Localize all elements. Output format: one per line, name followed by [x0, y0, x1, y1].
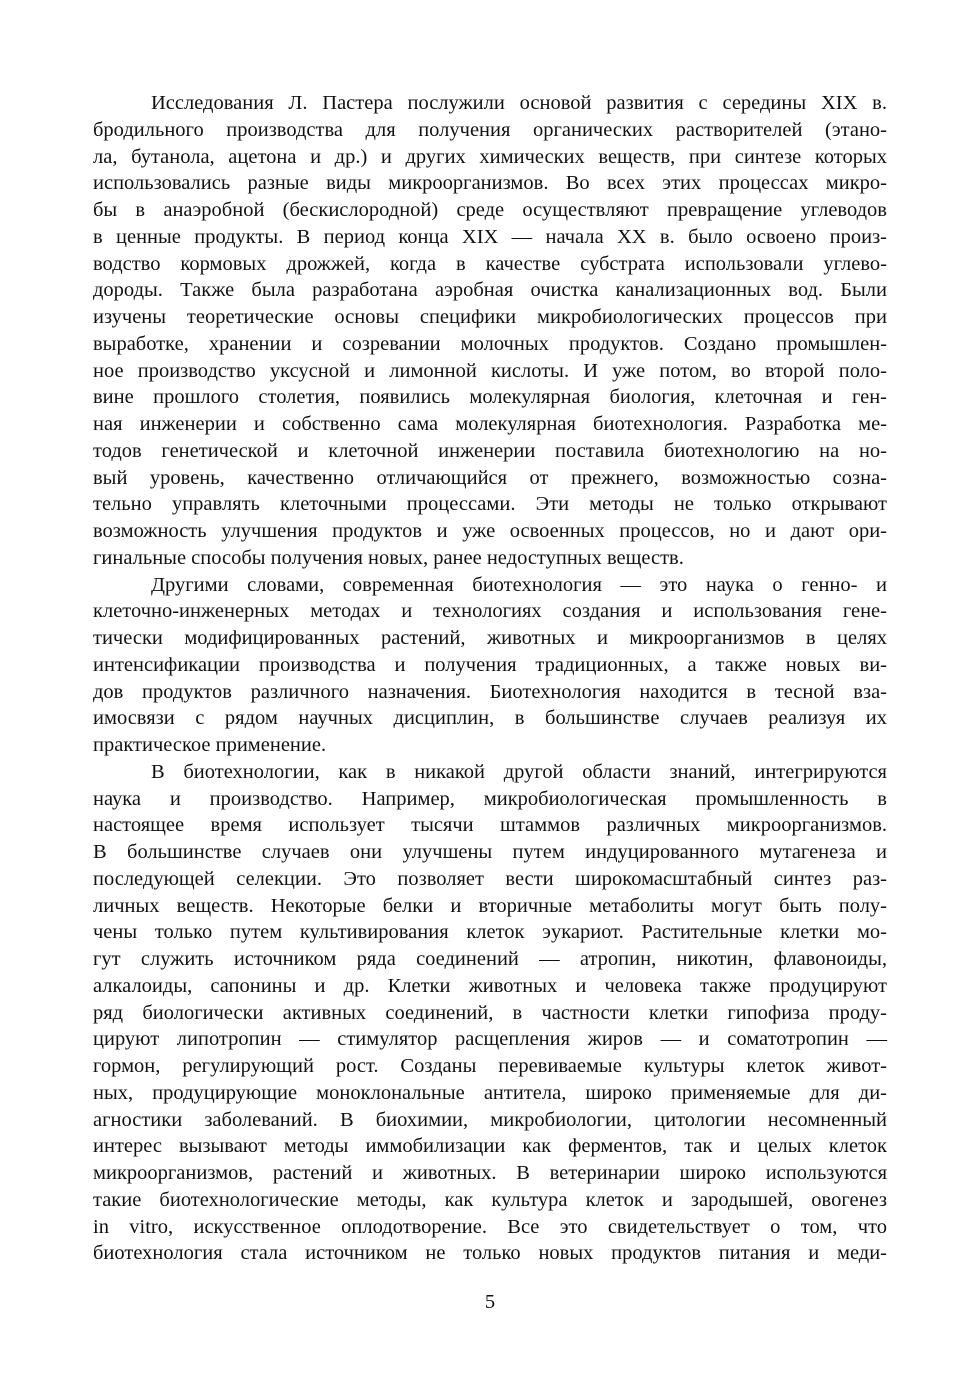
text-line: гут служить источником ряда соединений — атропин, никотин, флавоноиды,	[93, 948, 887, 970]
text-line: настоящее время использует тысячи штаммов различных микроорганизмов.	[93, 814, 887, 837]
text-line: гормон, регулирующий рост. Созданы перевиваемые культуры клеток живот-	[93, 1055, 887, 1077]
text-line: in vitro, искусственное оплодотворение. Все это свидетельствует о том, что	[93, 1215, 887, 1238]
text-line: биотехнология стала источником не только новых продуктов питания и меди-	[93, 1242, 887, 1265]
paragraph	[93, 759, 887, 1267]
text-line: клеточно-инженерных методах и технологиях создания и использования гене-	[93, 600, 887, 623]
text-line: ряд биологически активных соединений, в частности клетки гипофиза проду-	[93, 1001, 887, 1024]
text-line: Другими словами, современная биотехнология — это наука о генно- и	[151, 573, 887, 596]
text-line: тодов генетической и клеточной инженерии поставила биотехнологию на но-	[93, 439, 887, 462]
text-line: агностики заболеваний. В биохимии, микробиологии, цитологии несомненный	[93, 1108, 887, 1131]
text-line: алкалоиды, сапонины и др. Клетки животных и человека также продуцируют	[93, 974, 887, 997]
body-text	[93, 90, 887, 1267]
text-line: тически модифицированных растений, животных и микроорганизмов в целях	[93, 627, 887, 649]
text-line: наука и производство. Например, микробиологическая промышленность в	[93, 787, 887, 810]
text-line: гинальные способы получения новых, ранее недоступных веществ.	[93, 546, 684, 569]
text-line: ла, бутанола, ацетона и др.) и других химических веществ, при синтезе которых	[93, 145, 887, 168]
text-line: личных веществ. Некоторые белки и вторичные метаболиты могут быть полу-	[93, 894, 887, 917]
text-line: изучены теоретические основы специфики микробиологических процессов при	[93, 306, 887, 328]
text-line: чены только путем культивирования клеток эукариот. Растительные клетки мо-	[93, 921, 887, 944]
text-line: выработке, хранении и созревании молочных продуктов. Создано промышлен-	[93, 332, 887, 355]
text-line: водство кормовых дрожжей, когда в качестве субстрата использовали углево-	[93, 252, 887, 275]
text-line: Исследования Л. Пастера послужили основой развития с середины XIX в.	[151, 92, 887, 114]
text-line: ная инженерии и собственно сама молекулярная биотехнология. Разработка ме-	[93, 413, 887, 435]
paragraph	[93, 90, 887, 572]
text-line: такие биотехнологические методы, как культура клеток и зародышей, овогенез	[93, 1188, 887, 1211]
text-line: возможность улучшения продуктов и уже освоенных процессов, но и дают ори-	[93, 520, 887, 542]
text-line: использовались разные виды микроорганизмов. Во всех этих процессах микро-	[93, 172, 887, 195]
text-line: бродильного производства для получения органических растворителей (этано-	[93, 118, 887, 141]
text-line: тельно управлять клеточными процессами. Эти методы не только открывают	[93, 493, 887, 516]
text-line: имосвязи с рядом научных дисциплин, в большинстве случаев реализуя их	[93, 707, 887, 730]
text-line: бы в анаэробной (бескислородной) среде осуществляют превращение углеводов	[93, 199, 887, 221]
text-line: вый уровень, качественно отличающийся от прежнего, возможностью созна-	[93, 466, 887, 489]
text-line: ное производство уксусной и лимонной кислоты. И уже потом, во второй поло-	[93, 359, 887, 382]
text-line: практическое применение.	[93, 734, 327, 756]
text-line: интерес вызывают методы иммобилизации как ферментов, так и целых клеток	[93, 1135, 887, 1158]
text-line: В биотехнологии, как в никакой другой области знаний, интегрируются	[151, 760, 887, 783]
text-line: дов продуктов различного назначения. Биотехнология находится в тесной вза-	[93, 680, 887, 703]
text-line: последующей селекции. Это позволяет вести широкомасштабный синтез раз-	[93, 867, 887, 890]
text-line: ных, продуцирующие моноклональные антитела, широко применяемые для ди-	[93, 1081, 887, 1104]
text-line: в ценные продукты. В период конца XIX — начала XX в. было освоено произ-	[93, 225, 887, 248]
text-line: дороды. Также была разработана аэробная очистка канализационных вод. Были	[93, 279, 887, 302]
text-line: интенсификации производства и получения традиционных, а также новых ви-	[93, 653, 887, 676]
text-line: цируют липотропин — стимулятор расщепления жиров — и соматотропин —	[93, 1028, 887, 1051]
text-line: В большинстве случаев они улучшены путем индуцированного мутагенеза и	[93, 841, 887, 863]
text-line: микроорганизмов, растений и животных. В ветеринарии широко используются	[93, 1162, 887, 1184]
paragraph	[93, 572, 887, 759]
text-line: вине прошлого столетия, появились молекулярная биология, клеточная и ген-	[93, 386, 887, 409]
page-number: 5	[484, 1291, 496, 1313]
